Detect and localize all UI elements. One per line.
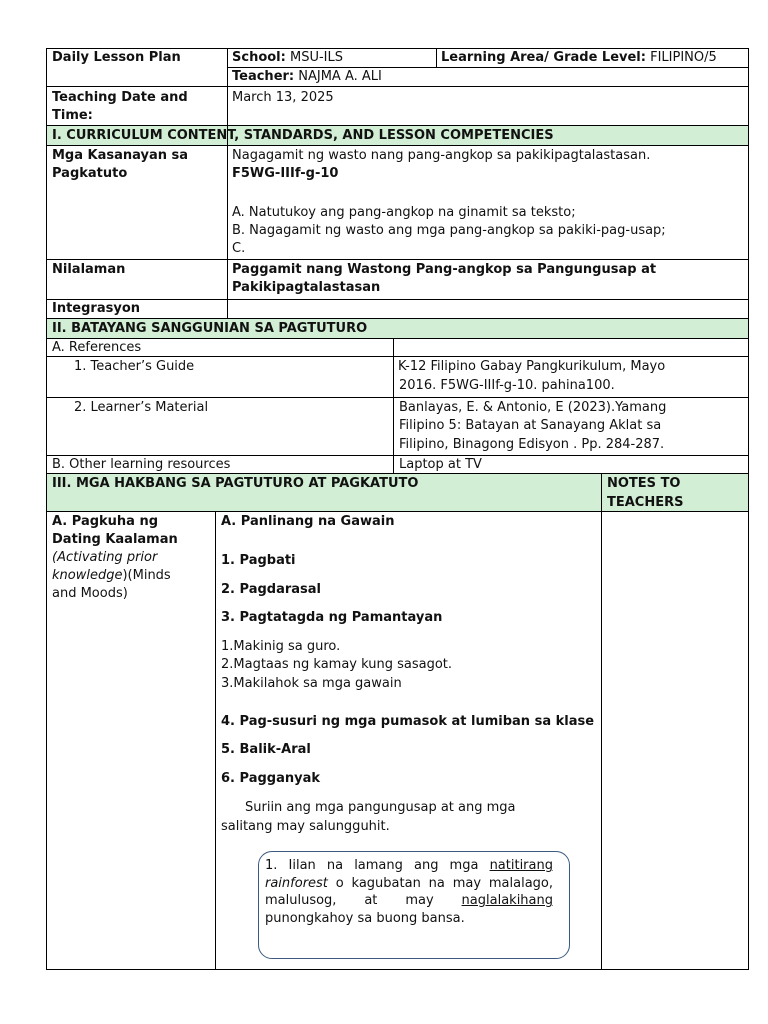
instruction-line1: Suriin ang mga pangungusap at ang mga: [245, 800, 516, 815]
teachers-guide-label: 1. Teacher’s Guide: [74, 359, 195, 374]
other-resources-label: B. Other learning resources: [52, 457, 231, 472]
date-value: March 13, 2025: [232, 90, 334, 105]
example-text-3: punongkahoy sa buong bansa.: [265, 910, 465, 926]
learners-material-label: 2. Learner’s Material: [74, 400, 209, 415]
example-text-1: 1. Iilan na lamang ang mga: [265, 858, 490, 873]
objective-c: C.: [232, 241, 246, 256]
rule-1: 1.Makinig sa guro.: [221, 639, 341, 654]
school-label: School:: [232, 50, 286, 65]
notes-header-line1: NOTES TO: [607, 476, 681, 491]
objective-b: B. Nagagamit ng wasto ang mga pang-angkop sa pakiki-pag-usap;: [232, 223, 666, 238]
learning-area-value: FILIPINO/5: [650, 50, 717, 65]
nilalaman-line2: Pakikipagtalastasan: [232, 280, 381, 295]
step-pagganyak: 6. Pagganyak: [221, 771, 320, 786]
kasanayan-label-line1: Mga Kasanayan sa: [52, 148, 189, 163]
notes-header-line2: TEACHERS: [607, 495, 684, 510]
pagkuha-knowledge-text: knowledge: [52, 568, 123, 583]
pagkuha-label-line5: and Moods): [52, 586, 128, 601]
kasanayan-text: Nagagamit ng wasto nang pang-angkop sa pakikipagtalastasan.: [232, 148, 651, 163]
learning-area-label: Learning Area/ Grade Level:: [441, 50, 646, 65]
panlinang-heading: A. Panlinang na Gawain: [221, 514, 395, 529]
nilalaman-label: Nilalaman: [52, 262, 126, 277]
section2-title: II. BATAYANG SANGGUNIAN SA PAGTUTURO: [52, 321, 368, 336]
step-balik-aral: 5. Balik-Aral: [221, 742, 311, 757]
integrasyon-label: Integrasyon: [52, 301, 141, 316]
pagkuha-label-line2: Dating Kaalaman: [52, 532, 178, 547]
underlined-naglalakihang: naglalakihang: [461, 893, 553, 908]
italic-rainforest: rainforest: [265, 875, 328, 891]
pagkuha-minds-text: )(Minds: [122, 568, 171, 583]
nilalaman-line1: Paggamit nang Wastong Pang-angkop sa Pangungusap at: [232, 262, 657, 277]
teacher-label: Teacher:: [232, 69, 295, 84]
school-value: MSU-ILS: [289, 50, 343, 65]
example-sentence: [265, 857, 553, 927]
section1-title: I. CURRICULUM CONTENT, STANDARDS, AND LESSON COMPETENCIES: [52, 128, 554, 143]
teacher-value: NAJMA A. ALI: [298, 69, 382, 84]
doc-title: Daily Lesson Plan: [52, 50, 181, 65]
date-label-line2: Time:: [52, 108, 93, 123]
other-resources-value: Laptop at TV: [399, 457, 482, 472]
instruction-line2: salitang may salungguhit.: [221, 819, 390, 834]
learners-material-line1: Banlayas, E. & Antonio, E (2023).Yamang: [399, 400, 667, 415]
section3-title: III. MGA HAKBANG SA PAGTUTURO AT PAGKATUTO: [52, 476, 419, 491]
kasanayan-label-line2: Pagkatuto: [52, 166, 128, 181]
underlined-natitirang: natitirang: [489, 858, 553, 873]
step-pag-susuri: 4. Pag-susuri ng mga pumasok at lumiban sa klase: [221, 714, 595, 729]
teacher-cell: [232, 68, 382, 85]
references-label: A. References: [52, 340, 142, 355]
learning-area-cell: [441, 49, 717, 66]
school-cell: [232, 49, 343, 66]
pagkuha-label-line3: (Activating prior: [52, 550, 158, 565]
rule-3: 3.Makilahok sa mga gawain: [221, 676, 402, 691]
date-label-line1: Teaching Date and: [52, 90, 188, 105]
step-pamantayan: 3. Pagtatagda ng Pamantayan: [221, 610, 443, 625]
learners-material-line3: Filipino, Binagong Edisyon . Pp. 284-287.: [399, 437, 665, 452]
teachers-guide-line1: K-12 Filipino Gabay Pangkurikulum, Mayo: [398, 359, 666, 374]
competency-code: F5WG-IIIf-g-10: [232, 166, 339, 181]
objective-a: A. Natutukoy ang pang-angkop na ginamit sa teksto;: [232, 205, 576, 220]
example-text-2: o kagubatan na may malalago, malulusog, at may: [265, 875, 553, 908]
pagkuha-label-line4: [52, 567, 171, 584]
step-pagdarasal: 2. Pagdarasal: [221, 582, 321, 597]
rule-2: 2.Magtaas ng kamay kung sasagot.: [221, 657, 453, 672]
pagkuha-label-line1: A. Pagkuha ng: [52, 514, 159, 529]
learners-material-line2: Filipino 5: Batayan at Sanayang Aklat sa: [399, 418, 662, 433]
step-pagbati: 1. Pagbati: [221, 553, 296, 568]
teachers-guide-line2: 2016. F5WG-IIIf-g-10. pahina100.: [399, 378, 615, 393]
